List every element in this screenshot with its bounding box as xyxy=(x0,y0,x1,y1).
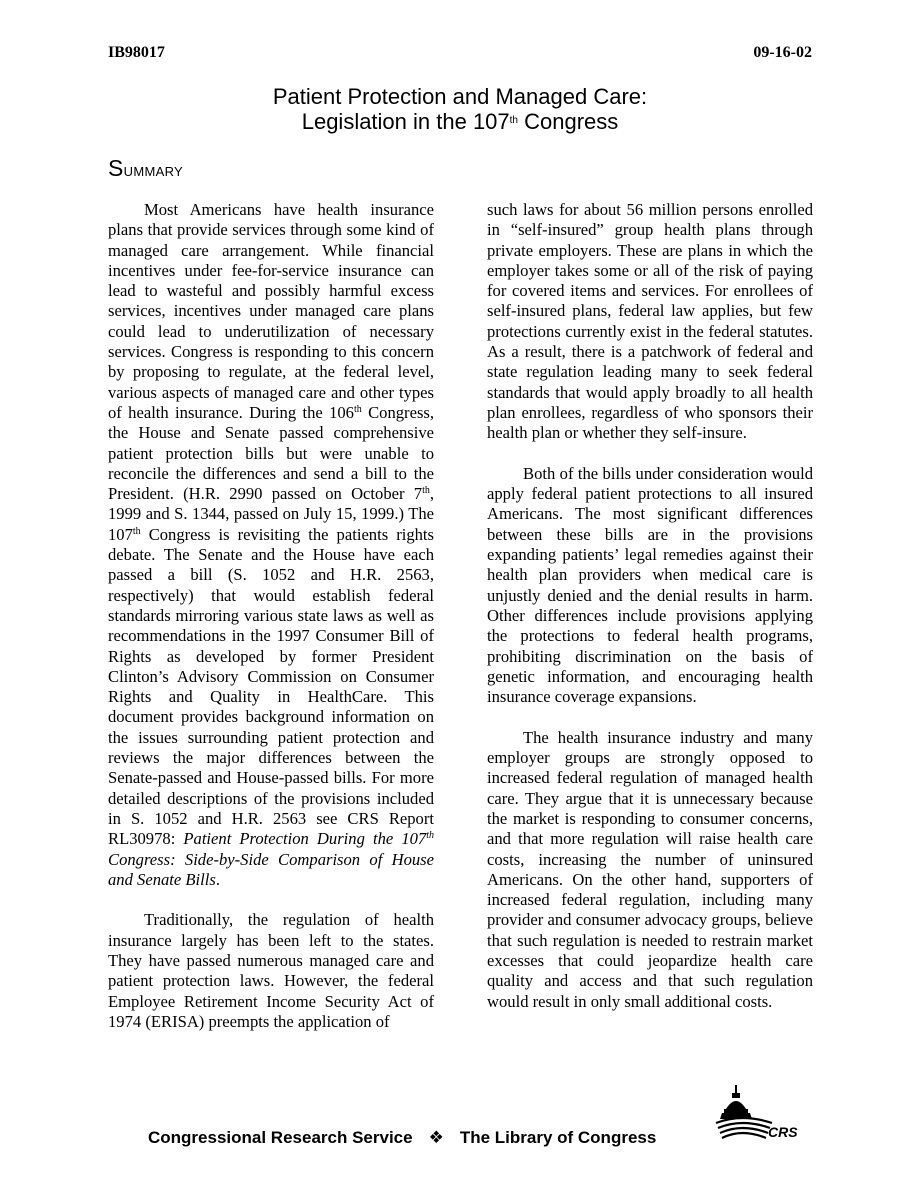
crs-logo-text: CRS xyxy=(768,1124,798,1140)
report-title-part-2: Congress: Side-by-Side Comparison of House and Senate Bills xyxy=(108,849,434,889)
title-line-2-pre: Legislation in the 107 xyxy=(301,109,510,134)
superscript-th: th xyxy=(132,525,141,537)
paragraph-5: The health insurance industry and many employer groups are strongly opposed to increased federal regulation of managed health care. They argue that it is unnecessary because the market is responding to consumer concerns, and that more regulation will raise health care costs, increasing the number of uninsured Americans. On the other hand, supporters of increased federal regulation, including many provider and consumer advocacy groups, believe that such regulation is needed to restrain market excesses that could jeopardize health care quality and access and that such regulation would result in only small additional costs. xyxy=(487,727,813,1011)
section-heading: Summary xyxy=(108,155,183,181)
title-line-2 xyxy=(0,109,920,134)
superscript-th: th xyxy=(426,830,434,842)
title-superscript: th xyxy=(509,115,518,126)
footer-library: The Library of Congress xyxy=(459,1128,657,1147)
superscript-th: th xyxy=(353,403,362,415)
left-column xyxy=(108,200,434,1052)
superscript-th: th xyxy=(422,485,430,497)
right-column xyxy=(487,200,813,1032)
report-title-part-1: Patient Protection During the 107 xyxy=(183,829,427,849)
title-line-2-post: Congress xyxy=(518,109,619,134)
report-id: IB98017 xyxy=(108,44,165,61)
footer xyxy=(148,1128,656,1148)
paragraph-1-text-e: . xyxy=(215,869,220,889)
paragraph-1-text-c: , 1999 and S. 1344, passed on July 15, 1999.) The 107 xyxy=(108,484,434,544)
paragraph-1 xyxy=(108,200,434,890)
paragraph-1-text-a: Most Americans have health insurance plans that provide services through some kind of managed care arrangement. While financial incentives under fee-for-service insurance can lead to wasteful and possibly harmful excess services, incentives under managed care plans could lead to underutilization of necessary services. Congress is responding to this concern by proposing to regulate, at the federal level, various aspects of managed care and other types of health insurance. During the 106 xyxy=(108,200,434,422)
footer-crs: Congressional Research Service xyxy=(148,1128,413,1147)
diamond-separator-icon: ❖ xyxy=(428,1128,444,1147)
paragraph-1-text-d: Congress is revisiting the patients rights debate. The Senate and the House have each passed a bill (S. 1052 and H.R. 2563, respectively) that would establish federal standards mirroring various state laws as well as recommendations in the 1997 Consumer Bill of Rights as developed by former President Clinton’s Advisory Commission on Consumer Rights and Quality in HealthCare. This document provides background information on the issues surrounding patient protection and reviews the major differences between the Senate-passed and House-passed bills. For more detailed descriptions of the provisions included in S. 1052 and H.R. 2563 see CRS Report RL30978: xyxy=(108,524,434,849)
report-date: 09-16-02 xyxy=(753,44,812,61)
paragraph-2: Traditionally, the regulation of health insurance largely has been left to the states. They have passed numerous managed care and patient protection laws. However, the federal Employee Retirement Income Security Act of 1974 (ERISA) preempts the application of xyxy=(108,910,434,1031)
paragraph-3: such laws for about 56 million persons enrolled in “self-insured” group health plans through private employers. These are plans in which the employer takes some or all of the risk of paying for covered items and services. For enrollees of self-insured plans, federal law applies, but few protections currently exist in the federal statutes. As a result, there is a patchwork of federal and state regulation leading many to seek federal standards that would apply broadly to all health plan enrollees, regardless of who sponsors their health plan or whether they self-insure. xyxy=(487,200,813,443)
paragraph-4: Both of the bills under consideration would apply federal patient protections to all insured Americans. The most significant differences between these bills are in the provisions expanding patients’ legal remedies against their health plan providers when medical care is unjustly denied and the denial results in harm. Other differences include provisions applying the protections to federal health programs, prohibiting discrimination on the basis of genetic information, and encouraging health insurance coverage expansions. xyxy=(487,463,813,707)
page-title xyxy=(0,84,920,134)
paragraph-1-text-b: Congress, the House and Senate passed comprehensive patient protection bills but were unable to reconcile the differences and send a bill to the President. (H.R. 2990 passed on October 7 xyxy=(108,402,435,504)
title-line-1: Patient Protection and Managed Care: xyxy=(272,84,648,109)
